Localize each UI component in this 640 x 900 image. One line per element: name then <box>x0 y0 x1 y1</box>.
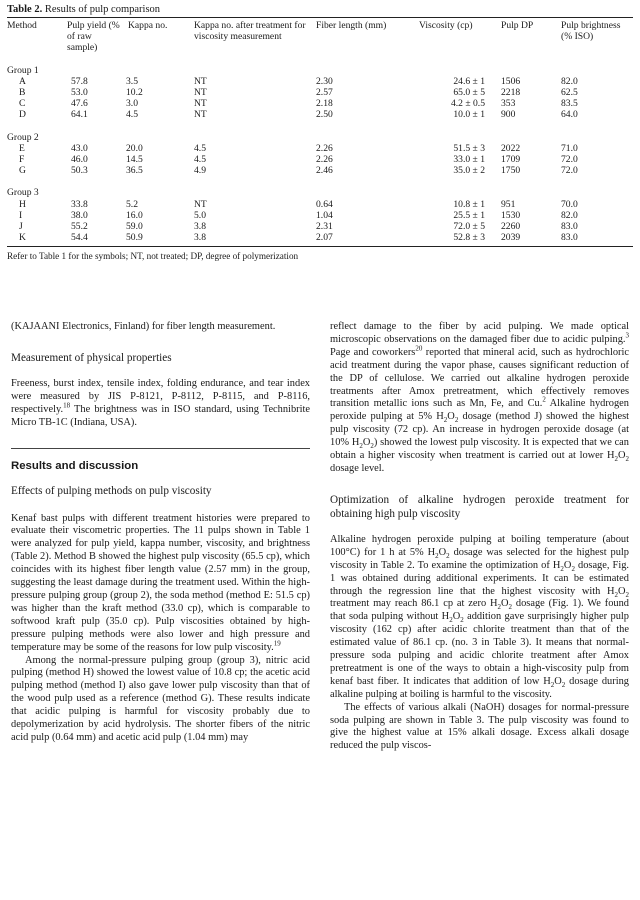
cell-kappa-after: NT <box>194 198 207 210</box>
cell-pulp-yield: 47.6 <box>71 98 88 110</box>
cell-method: H <box>19 198 26 210</box>
paragraph-text: dosage (Fig. 1). We found that soda pulping without H <box>330 598 629 623</box>
cell-fiber-length: 2.50 <box>316 109 333 121</box>
right-column <box>330 321 629 753</box>
paragraph <box>11 513 310 655</box>
cell-viscosity: 65.0 ± 5 <box>453 87 485 99</box>
paragraph-text: Alkaline hydrogen peroxide pulping at boiling temperature (about 100°C) for 1 h at 5% H <box>330 533 629 558</box>
cell-method: B <box>19 87 26 99</box>
group-label: Group 3 <box>7 187 39 199</box>
col-header-kappa-after: Kappa no. after treatment for viscosity measurement <box>194 20 306 43</box>
cell-viscosity: 24.6 ± 1 <box>453 75 485 87</box>
paragraph <box>11 378 310 430</box>
cell-brightness: 82.0 <box>561 75 578 87</box>
subsection-heading: Effects of pulping methods on pulp viscosity <box>11 484 212 497</box>
citation: 2 <box>542 395 546 404</box>
paragraph-text: dosage during alkaline pulping at boiling is harmful to the viscosity. <box>330 675 629 700</box>
cell-viscosity: 4.2 ± 0.5 <box>450 98 485 110</box>
paragraph: The effects of various alkali (NaOH) dosages for normal-pressure soda pulping are shown in Table 3. The pulp viscosity was found to give the highest value at 15% alkali dosage. Excess alkali dosage reduced the pulp viscos- <box>330 701 629 752</box>
subscript: 2 <box>460 616 464 625</box>
table-row <box>7 210 633 221</box>
paragraph-text: O <box>617 450 626 462</box>
cell-pulp-dp: 951 <box>501 198 516 210</box>
cell-kappa: 3.5 <box>126 75 138 87</box>
cell-viscosity: 52.8 ± 3 <box>453 232 485 244</box>
cell-fiber-length: 2.57 <box>316 87 333 99</box>
cell-kappa: 14.5 <box>126 154 143 166</box>
subscript: 2 <box>560 564 564 573</box>
cell-pulp-yield: 46.0 <box>71 154 88 166</box>
cell-fiber-length: 2.18 <box>316 98 333 110</box>
subsection-heading: Measurement of physical properties <box>11 351 172 364</box>
cell-brightness: 71.0 <box>561 142 578 154</box>
col-header-viscosity: Viscosity (cp) <box>419 20 473 31</box>
paragraph-text: O <box>617 585 626 597</box>
paragraph-text: O <box>501 598 509 610</box>
cell-kappa-after: NT <box>194 98 207 110</box>
paragraph-text: O <box>438 546 447 558</box>
table-body <box>7 57 633 244</box>
cell-kappa: 36.5 <box>126 165 143 177</box>
cell-viscosity: 10.0 ± 1 <box>453 109 485 121</box>
col-header-dp: Pulp DP <box>501 20 534 31</box>
subscript: 2 <box>497 603 502 612</box>
cell-kappa-after: 4.9 <box>194 165 206 177</box>
left-column <box>11 321 310 745</box>
cell-kappa-after: 4.5 <box>194 154 206 166</box>
cell-kappa: 59.0 <box>126 221 143 233</box>
cell-method: K <box>19 232 26 244</box>
paragraph-text: The brightness was in ISO standard, using Technibrite Micro TB-1C (Indiana, USA). <box>11 403 310 428</box>
cell-fiber-length: 2.26 <box>316 154 333 166</box>
citation: 18 <box>63 401 71 410</box>
paragraph-text: dosage was selected for the highest pulp viscosity in Table 2. To examine the optimization of H <box>330 546 629 571</box>
paragraph-text: Alkaline hydrogen peroxide pulping at 5% H <box>330 398 629 423</box>
cell-kappa: 16.0 <box>126 209 143 221</box>
cell-pulp-dp: 2260 <box>501 221 521 233</box>
subscript: 2 <box>435 551 439 560</box>
cell-brightness: 83.0 <box>561 232 578 244</box>
cell-pulp-yield: 57.8 <box>71 75 88 87</box>
cell-pulp-dp: 2022 <box>501 142 521 154</box>
cell-pulp-dp: 2218 <box>501 87 521 99</box>
results-table <box>7 18 633 243</box>
cell-kappa-after: NT <box>194 75 207 87</box>
group-label: Group 2 <box>7 131 39 143</box>
cell-viscosity: 51.5 ± 3 <box>453 142 485 154</box>
cell-pulp-dp: 353 <box>501 98 516 110</box>
paragraph-text: Page and coworkers <box>330 346 416 358</box>
cell-kappa-after: NT <box>194 109 207 121</box>
paragraph-text: O <box>447 411 455 423</box>
results-table-block <box>7 3 633 262</box>
table-row <box>7 143 633 154</box>
subscript: 2 <box>443 416 448 425</box>
cell-pulp-yield: 53.0 <box>71 87 88 99</box>
citation: 20 <box>415 344 423 353</box>
cell-brightness: 70.0 <box>561 198 578 210</box>
table-row <box>7 109 633 120</box>
cell-pulp-dp: 1530 <box>501 209 521 221</box>
cell-method: J <box>19 221 23 233</box>
cell-kappa: 4.5 <box>126 109 138 121</box>
cell-method: I <box>19 209 23 221</box>
cell-method: E <box>19 142 25 154</box>
paragraph-text: Kenaf bast pulps with different treatment histories were prepared to evaluate their viscometric properties. The 11 pulps shown in Table 1 were analyzed for pulp yield, kappa number, viscosity, and brightness (Table 2). Method B showed the highest pulp viscosity (65.5 cp), which coincides with its highest fiber length value (2.57 mm) in the group, suggesting the least damage during the treatment used. Within the high-pressure pulping group (group 2), the soda method (method E: 51.5 cp) was higher than the kraft method (33.0 cp), which is comparable to softwood kraft pulp (35.0 cp). Pulp viscosities obtained by high-pressure pulping methods were also lower and high pressure and temperature may be some of the reasons for low pulp viscosity. <box>11 512 310 653</box>
cell-method: D <box>19 109 26 121</box>
table-row <box>7 76 633 87</box>
cell-kappa-after: 3.8 <box>194 232 206 244</box>
group-label-row <box>7 57 633 76</box>
paragraph-text: Freeness, burst index, tensile index, folding endurance, and tear index were measured by JIS P-8121, P-8112, P-8115, and P-8116, respectively. <box>11 377 310 415</box>
cell-pulp-dp: 1750 <box>501 165 521 177</box>
subscript: 2 <box>449 616 453 625</box>
paragraph-text: O <box>452 611 461 623</box>
cell-viscosity: 33.0 ± 1 <box>453 154 485 166</box>
cell-kappa: 3.0 <box>126 98 138 110</box>
paragraph-text: O <box>362 437 371 449</box>
cell-method: C <box>19 98 26 110</box>
citation: 3 <box>625 331 629 340</box>
paragraph: Among the normal-pressure pulping group (group 3), nitric acid pulping (method H) showed the lowest value of 10.8 cp; the acetic acid pulping method (method I) also gave lower pulp viscosity than that of the wood pulp used as a reference (method G). These results indicate that acidic pulping is harmful for viscosity probably due to depolymerization by acid hydrolysis. The shorter fibers of the nitric acid pulp (0.64 mm) and acetic acid pulp (1.04 mm) may <box>11 654 310 743</box>
cell-fiber-length: 0.64 <box>316 198 333 210</box>
cell-kappa: 50.9 <box>126 232 143 244</box>
table-header-row <box>7 18 633 57</box>
cell-method: A <box>19 75 26 87</box>
paragraph-text: dosage level. <box>330 462 385 474</box>
cell-viscosity: 72.0 ± 5 <box>453 221 485 233</box>
table-caption-text: Results of pulp comparison <box>44 4 161 15</box>
subscript: 2 <box>614 455 618 464</box>
cell-fiber-length: 1.04 <box>316 209 333 221</box>
cell-brightness: 83.5 <box>561 98 578 110</box>
table-caption <box>7 3 633 17</box>
subscript: 2 <box>561 680 566 689</box>
cell-pulp-yield: 50.3 <box>71 165 88 177</box>
subscript: 2 <box>625 590 629 599</box>
group-label-row <box>7 176 633 198</box>
subscript: 2 <box>550 680 555 689</box>
col-header-kappa: Kappa no. <box>128 20 168 31</box>
paragraph-text: dosage, Fig. 1 was obtained during additional experiments. It can be estimated through the regression line that the highest viscosity with H <box>330 559 629 597</box>
table-row <box>7 87 633 98</box>
paragraph-text: reflect damage to the fiber by acid pulping. We made optical microscopic observations on the damaged fiber due to acidic pulping. <box>330 321 629 345</box>
section-heading: Results and discussion <box>11 459 139 472</box>
cell-fiber-length: 2.46 <box>316 165 333 177</box>
cell-kappa-after: 4.5 <box>194 142 206 154</box>
paragraph-text: dosage (method J) showed the highest pulp viscosity (72 cp). An increase in hydrogen peroxide dosage (at 10% H <box>330 411 629 449</box>
cell-brightness: 83.0 <box>561 221 578 233</box>
cell-brightness: 82.0 <box>561 209 578 221</box>
subscript: 2 <box>370 442 374 451</box>
table-row <box>7 221 633 232</box>
cell-fiber-length: 2.31 <box>316 221 333 233</box>
cell-method: F <box>19 154 25 166</box>
group-label-row <box>7 121 633 143</box>
cell-pulp-dp: 900 <box>501 109 516 121</box>
subscript: 2 <box>454 416 459 425</box>
col-header-brightness: Pulp brightness (% ISO) <box>561 20 621 43</box>
cell-brightness: 64.0 <box>561 109 578 121</box>
section-rule <box>11 448 310 449</box>
subscript: 2 <box>571 564 575 573</box>
paragraph <box>330 534 629 702</box>
cell-pulp-yield: 38.0 <box>71 209 88 221</box>
paragraph-text: addition gave surprisingly higher pulp viscosity (162 cp) after acidic chlorite treatment than that of the estimated value of 86.1 cp. (no. 3 in Table 3). It means that normal-pressure soda pulping and acidic chlorite treatment after Amox pretreatment is one of the ways to obtain a high-viscosity pulp from kenaf bast fiber. It indicates that addition of low H <box>330 611 629 687</box>
paragraph-text: O <box>554 675 562 687</box>
cell-pulp-dp: 1709 <box>501 154 521 166</box>
cell-pulp-yield: 43.0 <box>71 142 88 154</box>
cell-viscosity: 35.0 ± 2 <box>453 165 485 177</box>
cell-pulp-dp: 2039 <box>501 232 521 244</box>
cell-brightness: 72.0 <box>561 154 578 166</box>
table-row <box>7 232 633 243</box>
cell-brightness: 62.5 <box>561 87 578 99</box>
cell-kappa: 10.2 <box>126 87 143 99</box>
cell-fiber-length: 2.26 <box>316 142 333 154</box>
paragraph <box>330 321 629 476</box>
group-label: Group 1 <box>7 64 39 76</box>
cell-pulp-yield: 55.2 <box>71 221 88 233</box>
subscript: 2 <box>625 455 629 464</box>
cell-pulp-yield: 33.8 <box>71 198 88 210</box>
cell-kappa-after: NT <box>194 87 207 99</box>
paragraph-text: O <box>563 559 572 571</box>
paragraph: (KAJAANI Electronics, Finland) for fiber length measurement. <box>11 321 276 332</box>
citation: 19 <box>273 639 281 648</box>
cell-pulp-dp: 1506 <box>501 75 521 87</box>
cell-kappa: 5.2 <box>126 198 138 210</box>
subscript: 2 <box>446 551 450 560</box>
cell-kappa: 20.0 <box>126 142 143 154</box>
col-header-fiber-length: Fiber length (mm) <box>316 20 387 31</box>
cell-pulp-yield: 64.1 <box>71 109 88 121</box>
paragraph-text: reported that mineral acid, such as hydrochloric acid treatment during the vapor phase, causes significant reduction of the DP of cellulose. We carried out alkaline hydrogen peroxide treatments after Amox pretreatment, which effectively removes transition metallic ions such as Mn, Fe, and Cu. <box>330 346 629 410</box>
cell-viscosity: 25.5 ± 1 <box>453 209 485 221</box>
cell-kappa-after: 3.8 <box>194 221 206 233</box>
cell-fiber-length: 2.07 <box>316 232 333 244</box>
table-row <box>7 199 633 210</box>
subscript: 2 <box>508 603 513 612</box>
col-header-yield: Pulp yield (% of raw sample) <box>67 20 120 54</box>
cell-viscosity: 10.8 ± 1 <box>453 198 485 210</box>
table-row <box>7 165 633 176</box>
cell-fiber-length: 2.30 <box>316 75 333 87</box>
paragraph-text: ) showed the lowest pulp viscosity. It is expected that we can obtain a higher viscosity when treatment is carried out at lower H <box>330 437 629 462</box>
table-caption-label: Table 2. <box>7 4 43 15</box>
cell-pulp-yield: 54.4 <box>71 232 88 244</box>
table-row <box>7 154 633 165</box>
table-row <box>7 98 633 109</box>
paragraph-text: treatment may reach 86.1 cp at zero H <box>330 598 498 610</box>
subsection-heading: Optimization of alkaline hydrogen peroxide treatment for obtaining high pulp viscosity <box>330 493 629 520</box>
cell-method: G <box>19 165 26 177</box>
cell-brightness: 72.0 <box>561 165 578 177</box>
col-header-method: Method <box>7 20 37 31</box>
subscript: 2 <box>359 442 363 451</box>
subscript: 2 <box>614 590 618 599</box>
table-footnote: Refer to Table 1 for the symbols; NT, not treated; DP, degree of polymerization <box>7 251 299 262</box>
cell-kappa-after: 5.0 <box>194 209 206 221</box>
